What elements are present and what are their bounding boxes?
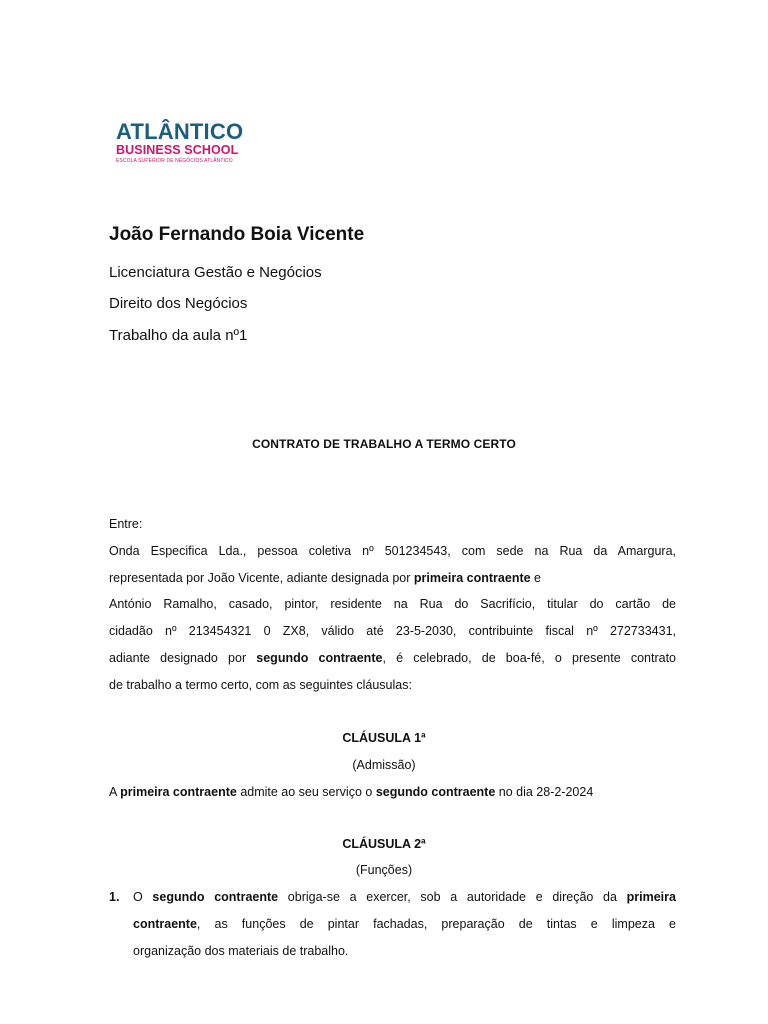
clause2-line1-party1: primeira [626, 890, 676, 904]
clause2-subtitle: (Funções) [355, 863, 413, 877]
subject-name: Direito dos Negócios [109, 295, 248, 312]
clause2-heading: CLÁUSULA 2ª [342, 837, 426, 851]
school-logo [116, 121, 243, 164]
clause1-heading: CLÁUSULA 1ª [342, 731, 426, 745]
clause2-line1-a: O [133, 890, 153, 904]
party2-line3-text-c: , é celebrado, de boa-fé, o presente contrato [382, 651, 676, 665]
party2-line1: António Ramalho, casado, pintor, residente na Rua do Sacrifício, titular do cartão de [109, 597, 676, 611]
party2-line3 [109, 651, 676, 665]
author-name: João Fernando Boia Vicente [109, 224, 365, 245]
contract-entre: Entre: [109, 517, 143, 531]
clause2-item-line1 [133, 890, 676, 904]
party1-role: primeira contraente [413, 571, 531, 585]
clause2-item-line3: organização dos materiais de trabalho. [133, 944, 349, 958]
clause2-line2-party1: contraente [133, 917, 197, 931]
clause2-line1-c: obriga-se a exercer, sob a autoridade e direção da [278, 890, 627, 904]
clause2-line1-party2: segundo contraente [152, 890, 279, 904]
clause1-text [109, 785, 676, 799]
logo-tagline: ESCOLA SUPERIOR DE NEGÓCIOS ATLÂNTICO [116, 158, 233, 164]
clause1-text-c: admite ao seu serviço o [236, 785, 376, 799]
clause1-party1: primeira contraente [120, 785, 237, 799]
party1-line1: Onda Especifica Lda., pessoa coletiva nº 501234543, com sede na Rua da Amargura, [109, 544, 676, 558]
party1-line2-text-a: representada por João Vicente, adiante designada por [109, 571, 414, 585]
clause2-item-line2 [133, 917, 676, 931]
party2-line2: cidadão nº 213454321 0 ZX8, válido até 23-5-2030, contribuinte fiscal nº 272733431, [109, 624, 676, 638]
party2-line4: de trabalho a termo certo, com as seguintes cláusulas: [109, 678, 412, 692]
clause2-line2-b: , as funções de pintar fachadas, preparação de tintas e limpeza e [196, 917, 676, 931]
assignment-name: Trabalho da aula nº1 [109, 327, 248, 344]
clause1-text-a: A [109, 785, 121, 799]
logo-subtitle: BUSINESS SCHOOL [116, 143, 239, 157]
party1-line2 [109, 571, 676, 585]
clause1-party2: segundo contraente [375, 785, 496, 799]
contract-title: CONTRATO DE TRABALHO A TERMO CERTO [252, 437, 516, 451]
party1-line2-text-c: e [530, 571, 542, 585]
party2-line3-text-a: adiante designado por [109, 651, 257, 665]
party2-role: segundo contraente [256, 651, 383, 665]
course-name: Licenciatura Gestão e Negócios [109, 264, 322, 281]
clause2-item-number: 1. [109, 890, 120, 904]
logo-name: ATLÂNTICO [116, 119, 244, 144]
clause1-subtitle: (Admissão) [352, 758, 416, 772]
clause1-text-e: no dia 28-2-2024 [495, 785, 594, 799]
